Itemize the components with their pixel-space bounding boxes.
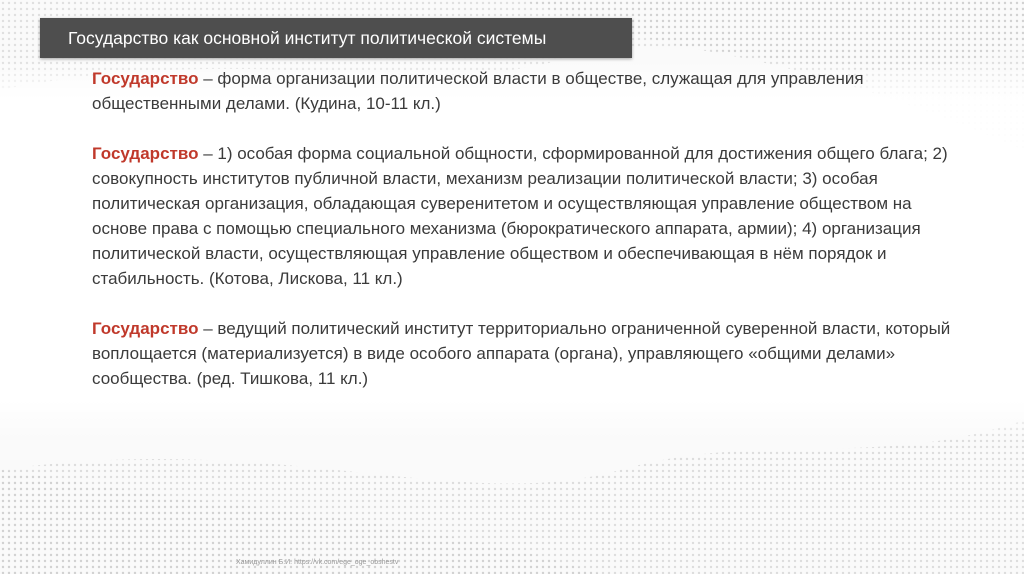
definition-paragraph-1: [92, 66, 952, 116]
footer-credit: Хамидуллин Б.И. https://vk.com/ege_oge_obshestv: [236, 559, 399, 566]
definition-text: – ведущий политический институт территориально ограниченной суверенной власти, который воплощается (материализуется) в виде особого аппарата (органа), управляющего «общими делами» сообщества. (ред. Тишкова, 11 кл.): [92, 319, 951, 388]
title-bar: [40, 18, 632, 58]
definition-term: Государство: [92, 69, 199, 88]
definition-text: – 1) особая форма социальной общности, сформированной для достижения общего блага; 2) совокупность институтов публичной власти, механизм реализации политической власти; 3) особая политическая организация, обладающая суверенитетом и осуществляющая управление обществом на основе права с помощью специального механизма (бюрократического аппарата, армии); 4) организация политической власти, осуществляющая управление обществом и обеспечивающая в нём порядок и стабильность. (Котова, Лискова, 11 кл.): [92, 144, 948, 288]
slide-title: Государство как основной институт политической системы: [68, 27, 547, 48]
definition-text: – форма организации политической власти в обществе, служащая для управления общественными делами. (Кудина, 10-11 кл.): [92, 69, 864, 113]
definitions-block: [92, 66, 952, 416]
definition-paragraph-3: [92, 316, 952, 391]
definition-term: Государство: [92, 319, 199, 338]
definition-term: Государство: [92, 144, 199, 163]
definition-paragraph-2: [92, 141, 952, 291]
